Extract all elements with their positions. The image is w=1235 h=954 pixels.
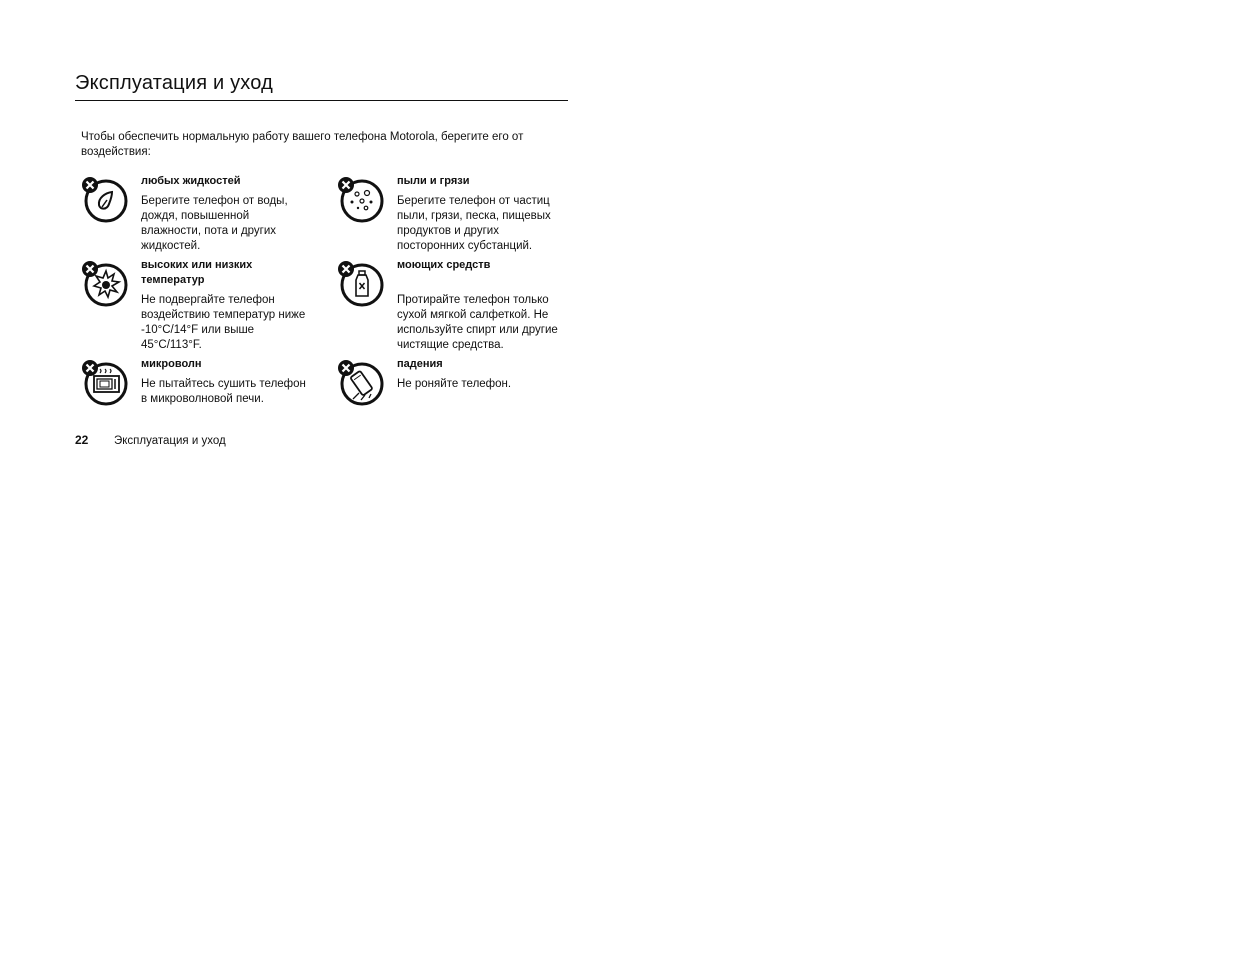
item-heading: любых жидкостей — [141, 175, 241, 187]
item-description: Берегите телефон от воды, дождя, повышенной влажности, пота и других жидкостей. — [141, 195, 288, 252]
footer-section-title: Эксплуатация и уход — [114, 435, 226, 447]
cleaner-bottle-icon — [337, 258, 387, 308]
item-description: Протирайте телефон только сухой мягкой салфеткой. Не используйте спирт или другие чистящие средства. — [397, 294, 558, 351]
item-description: Не роняйте телефон. — [397, 378, 512, 390]
item-heading: моющих средств — [397, 259, 491, 271]
dust-icon — [337, 174, 387, 224]
item-heading: падения — [397, 358, 443, 370]
item-description: Не пытайтесь сушить телефон в микроволновой печи. — [141, 378, 306, 405]
page-footer — [75, 433, 226, 447]
liquid-drop-icon — [81, 174, 131, 224]
item-description: Берегите телефон от частиц пыли, грязи, песка, пищевых продуктов и других посторонних субстанций. — [397, 195, 551, 252]
item-heading: высоких или низких температур — [141, 259, 253, 286]
item-heading: микроволн — [141, 358, 202, 370]
item-heading: пыли и грязи — [397, 175, 470, 187]
microwave-icon — [81, 357, 131, 407]
falling-phone-icon — [337, 357, 387, 407]
page-title: Эксплуатация и уход — [75, 72, 568, 101]
item-description: Не подвергайте телефон воздействию температур ниже -10°C/14°F или выше 45°C/113°F. — [141, 294, 306, 351]
temperature-icon — [81, 258, 131, 308]
page-number: 22 — [75, 433, 89, 447]
intro-text: Чтобы обеспечить нормальную работу вашего телефона Motorola, берегите его от воздействия: — [81, 131, 524, 158]
